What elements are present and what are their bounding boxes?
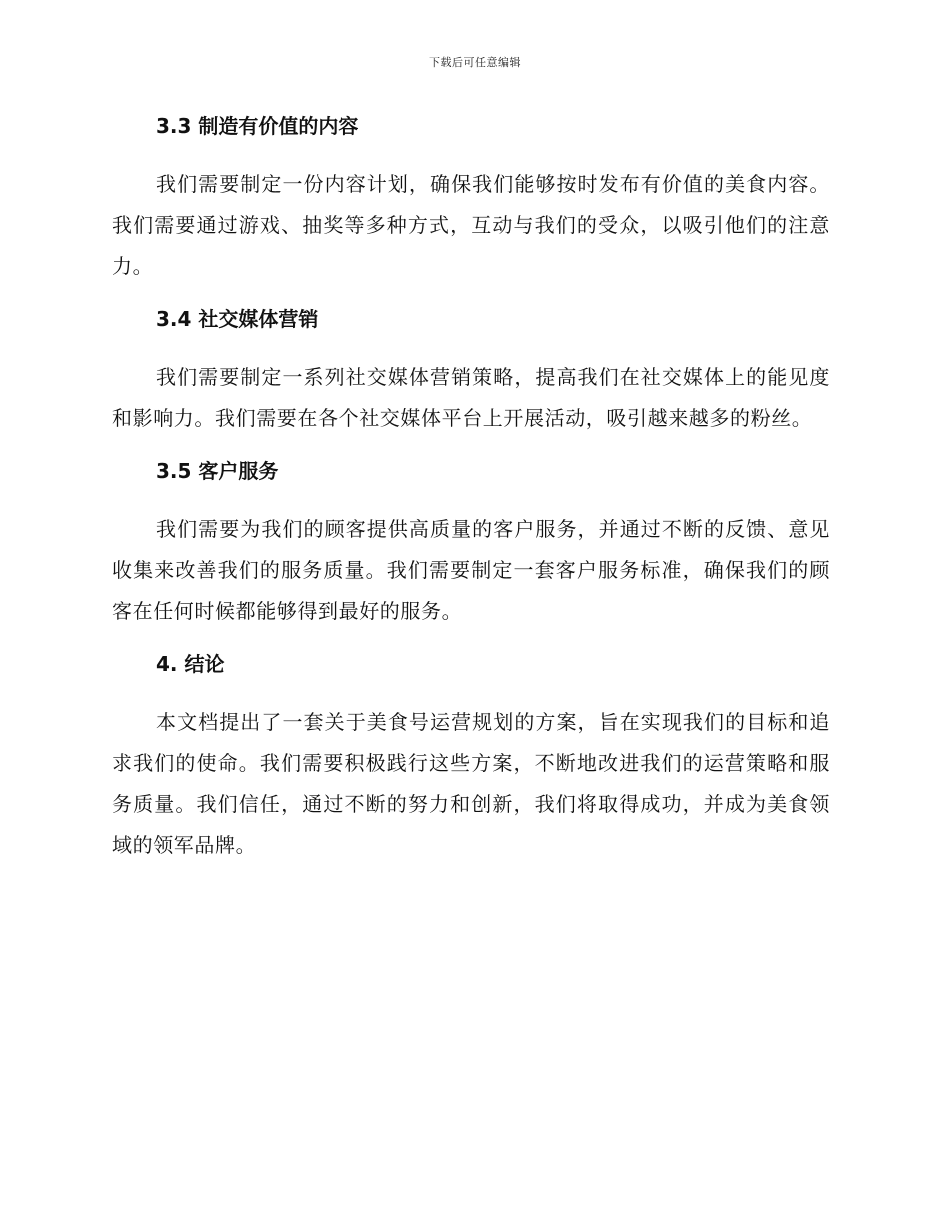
- section-heading: 3.5 客户服务: [156, 459, 279, 483]
- section-paragraph: 我们需要制定一系列社交媒体营销策略，提高我们在社交媒体上的能见度和影响力。我们需要在各个社交媒体平台上开展活动，吸引越来越多的粉丝。: [112, 365, 830, 430]
- section-3-3: [112, 110, 830, 287]
- section-heading: 3.4 社交媒体营销: [156, 307, 319, 331]
- section-3-5: [112, 455, 830, 632]
- document-body: [112, 110, 830, 882]
- section-paragraph: 本文档提出了一套关于美食号运营规划的方案，旨在实现我们的目标和追求我们的使命。我们需要积极践行这些方案，不断地改进我们的运营策略和服务质量。我们信任，通过不断的努力和创新，我们将取得成功，并成为美食领域的领军品牌。: [112, 710, 830, 857]
- section-4-conclusion: [112, 648, 830, 866]
- section-3-4: [112, 303, 830, 439]
- section-paragraph: 我们需要制定一份内容计划，确保我们能够按时发布有价值的美食内容。我们需要通过游戏、抽奖等多种方式，互动与我们的受众，以吸引他们的注意力。: [112, 172, 830, 278]
- section-heading: 4. 结论: [156, 652, 225, 676]
- section-paragraph: 我们需要为我们的顾客提供高质量的客户服务，并通过不断的反馈、意见收集来改善我们的服务质量。我们需要制定一套客户服务标准，确保我们的顾客在任何时候都能够得到最好的服务。: [112, 517, 830, 623]
- section-heading: 3.3 制造有价值的内容: [156, 114, 359, 138]
- page-header: 下载后可任意编辑: [429, 56, 521, 69]
